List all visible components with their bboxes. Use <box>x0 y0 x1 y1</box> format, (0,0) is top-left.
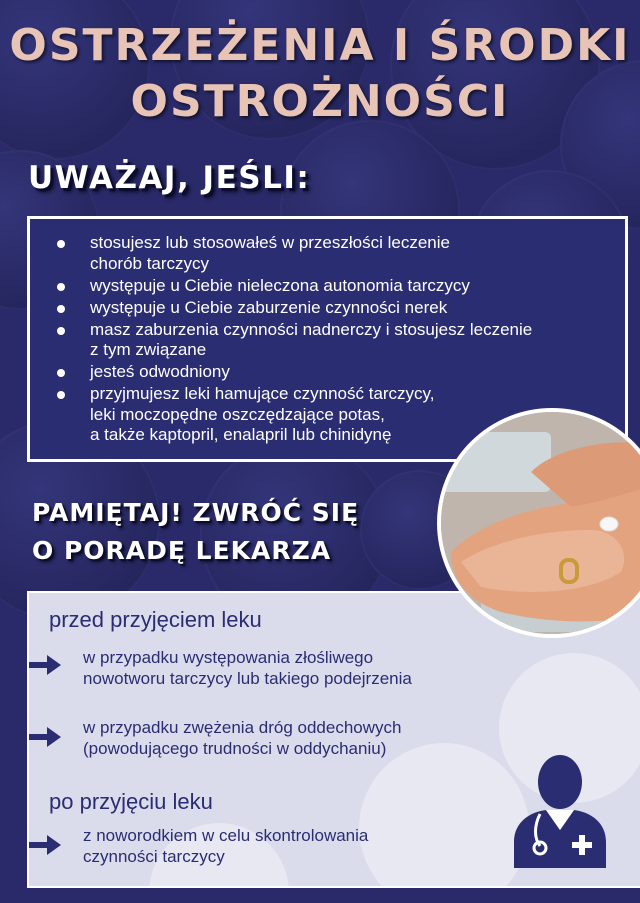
bullet-icon <box>57 283 65 291</box>
warning-item <box>30 298 625 319</box>
before-item-2: w przypadku zwężenia dróg oddechowych (powodującego trudności w oddychaniu) <box>83 718 402 758</box>
warning-item-text: jesteś odwodniony <box>90 362 230 381</box>
title-line-1: OSTRZEŻENIA I ŚRODKI <box>9 20 631 71</box>
reminder-line-1: PAMIĘTAJ! ZWRÓĆ SIĘ <box>32 498 360 527</box>
warning-item <box>30 320 625 361</box>
arrow-icon <box>29 655 61 675</box>
warning-item <box>30 362 625 383</box>
warning-item-text: występuje u Ciebie zaburzenie czynności nerek <box>90 297 448 317</box>
bullet-icon <box>57 305 65 313</box>
arrow-icon <box>29 727 61 747</box>
bullet-icon <box>57 391 65 399</box>
warning-item-text: masz zaburzenia czynności nadnerczy i stosujesz leczenie z tym związane <box>90 319 533 359</box>
warning-item-text: występuje u Ciebie nieleczona autonomia tarczycy <box>90 275 470 295</box>
before-item-1: w przypadku występowania złośliwego nowotworu tarczycy lub takiego podejrzenia <box>83 648 412 688</box>
warning-item <box>30 276 625 297</box>
before-heading: przed przyjęciem leku <box>49 607 262 632</box>
warning-item <box>30 233 625 274</box>
bullet-icon <box>57 240 65 248</box>
after-heading: po przyjęciu leku <box>49 789 213 814</box>
title-line-2: OSTROŻNOŚCI <box>130 76 510 127</box>
warning-heading: UWAŻAJ, JEŚLI: <box>28 160 311 196</box>
warning-item-text: stosujesz lub stosowałeś w przeszłości leczenie chorób tarczycy <box>90 233 450 273</box>
arrow-icon <box>29 835 61 855</box>
reminder-line-2: O PORADĘ LEKARZA <box>32 536 332 565</box>
page-title <box>0 18 640 130</box>
bullet-icon <box>57 369 65 377</box>
bullet-icon <box>57 327 65 335</box>
warning-item-text: przyjmujesz leki hamujące czynność tarczycy, leki moczopędne oszczędzające potas, a także kaptopril, enalapril lub chinidynę <box>90 384 435 444</box>
reminder-heading <box>32 494 359 570</box>
doctor-icon <box>510 752 614 868</box>
after-item-1: z noworodkiem w celu skontrolowania czynności tarczycy <box>83 826 369 866</box>
